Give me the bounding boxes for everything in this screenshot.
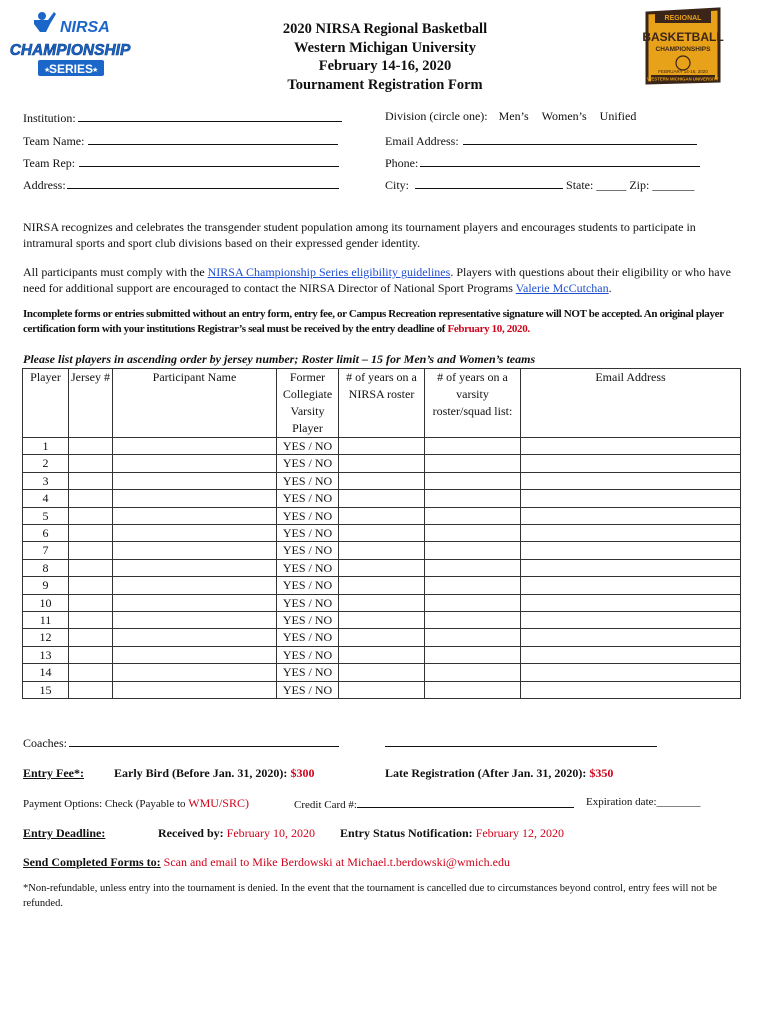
player-number: 12 bbox=[23, 629, 69, 646]
email-cell[interactable] bbox=[521, 646, 741, 663]
email-cell[interactable] bbox=[521, 542, 741, 559]
entry-status-date: February 12, 2020 bbox=[475, 826, 564, 840]
player-number: 9 bbox=[23, 577, 69, 594]
team-name-field[interactable] bbox=[23, 132, 338, 149]
team-rep-field[interactable] bbox=[23, 154, 339, 171]
roster-row bbox=[23, 455, 741, 472]
send-forms-email[interactable]: Scan and email to Mike Berdowski at Michael.t.berdowski@wmich.edu bbox=[160, 855, 510, 869]
badge-subtitle-text: CHAMPIONSHIPS bbox=[655, 46, 711, 53]
jersey-cell[interactable] bbox=[69, 542, 113, 559]
years-nirsa-cell[interactable] bbox=[339, 559, 425, 576]
email-cell[interactable] bbox=[521, 664, 741, 681]
valerie-mccutchan-link[interactable]: Valerie McCutchan bbox=[515, 280, 609, 295]
regional-basketball-badge bbox=[643, 5, 723, 87]
eligibility-text-c: . bbox=[608, 280, 612, 295]
years-varsity-cell[interactable] bbox=[425, 629, 521, 646]
years-nirsa-cell[interactable] bbox=[339, 577, 425, 594]
roster-table-wrap bbox=[22, 368, 741, 699]
years-varsity-cell[interactable] bbox=[425, 559, 521, 576]
roster-row bbox=[23, 438, 741, 455]
roster-instruction: Please list players in ascending order by jersey number; Roster limit – 15 for Men’s and Women’s teams bbox=[23, 352, 536, 366]
late-registration-text: Late Registration (After Jan. 31, 2020): bbox=[385, 766, 590, 780]
nirsa-championship-logo bbox=[9, 10, 131, 82]
years-varsity-cell[interactable] bbox=[425, 507, 521, 524]
header-title: 2020 NIRSA Regional Basketball bbox=[282, 21, 488, 37]
entry-status-notification bbox=[340, 826, 564, 841]
badge-top-text: REGIONAL bbox=[664, 15, 702, 22]
player-number: 15 bbox=[23, 681, 69, 698]
email-line[interactable] bbox=[463, 132, 697, 145]
address-field[interactable] bbox=[23, 176, 339, 193]
years-varsity-cell[interactable] bbox=[425, 455, 521, 472]
player-number: 3 bbox=[23, 472, 69, 489]
player-number: 7 bbox=[23, 542, 69, 559]
team-name-line[interactable] bbox=[88, 132, 338, 145]
payment-label: Payment Options: Check (Payable to bbox=[23, 798, 189, 810]
roster-body bbox=[23, 438, 741, 699]
years-varsity-cell[interactable] bbox=[425, 646, 521, 663]
years-varsity-cell[interactable] bbox=[425, 542, 521, 559]
coaches-label: Coaches: bbox=[23, 736, 67, 750]
former-varsity-cell[interactable]: YES / NO bbox=[277, 490, 339, 507]
early-bird-amount: $300 bbox=[290, 766, 315, 780]
jersey-cell[interactable] bbox=[69, 559, 113, 576]
roster-row bbox=[23, 472, 741, 489]
former-varsity-cell[interactable]: YES / NO bbox=[277, 629, 339, 646]
participant-name-cell[interactable] bbox=[113, 629, 277, 646]
email-label: Email Address: bbox=[385, 134, 459, 148]
entry-deadline-date: February 10, 2020. bbox=[447, 322, 530, 335]
participant-name-cell[interactable] bbox=[113, 542, 277, 559]
jersey-cell[interactable] bbox=[69, 507, 113, 524]
years-nirsa-cell[interactable] bbox=[339, 472, 425, 489]
participant-name-cell[interactable] bbox=[113, 612, 277, 629]
expiration-field[interactable]: Expiration date:________ bbox=[586, 796, 701, 808]
former-varsity-cell[interactable]: YES / NO bbox=[277, 646, 339, 663]
former-varsity-cell[interactable]: YES / NO bbox=[277, 612, 339, 629]
player-number: 5 bbox=[23, 507, 69, 524]
email-cell[interactable] bbox=[521, 559, 741, 576]
address-line[interactable] bbox=[67, 176, 339, 189]
header-years-nirsa: # of years on a NIRSA roster bbox=[339, 369, 425, 438]
email-cell[interactable] bbox=[521, 612, 741, 629]
jersey-cell[interactable] bbox=[69, 525, 113, 542]
former-varsity-cell[interactable]: YES / NO bbox=[277, 559, 339, 576]
eligibility-guidelines-link[interactable]: NIRSA Championship Series eligibility guidelines bbox=[207, 265, 451, 279]
payment-payee: WMU/SRC) bbox=[188, 796, 249, 810]
phone-line[interactable] bbox=[420, 154, 700, 167]
entry-fee-label: Entry Fee*: bbox=[23, 766, 84, 780]
jersey-cell[interactable] bbox=[69, 629, 113, 646]
email-cell[interactable] bbox=[521, 438, 741, 455]
participant-name-cell[interactable] bbox=[113, 490, 277, 507]
eligibility-text-b: . Players with questions about their eligibility or who have need for additional support are encouraged to contact the NIRSA Director of National Sport Programs bbox=[23, 265, 731, 295]
years-varsity-cell[interactable] bbox=[425, 612, 521, 629]
division-option-mens[interactable]: Men’s bbox=[498, 109, 529, 123]
roster-table bbox=[22, 368, 741, 699]
participant-name-cell[interactable] bbox=[113, 577, 277, 594]
logo-brand-text: NIRSA bbox=[60, 19, 110, 36]
former-varsity-cell[interactable]: YES / NO bbox=[277, 577, 339, 594]
payment-options bbox=[23, 796, 249, 811]
roster-row bbox=[23, 490, 741, 507]
division-option-womens[interactable]: Women’s bbox=[541, 109, 587, 123]
roster-row bbox=[23, 507, 741, 524]
former-varsity-cell[interactable]: YES / NO bbox=[277, 664, 339, 681]
former-varsity-cell[interactable]: YES / NO bbox=[277, 542, 339, 559]
email-cell[interactable] bbox=[521, 629, 741, 646]
coaches-line-1[interactable] bbox=[69, 734, 339, 747]
years-nirsa-cell[interactable] bbox=[339, 507, 425, 524]
years-varsity-cell[interactable] bbox=[425, 472, 521, 489]
received-by-date: February 10, 2020 bbox=[226, 826, 315, 840]
eligibility-text-a: All participants must comply with the bbox=[23, 265, 208, 279]
send-forms-label: Send Completed Forms to: bbox=[23, 855, 161, 869]
jersey-cell[interactable] bbox=[69, 472, 113, 489]
badge-title-text: BASKETBALL bbox=[642, 30, 724, 44]
roster-row bbox=[23, 577, 741, 594]
division-label: Division (circle one): bbox=[385, 109, 488, 123]
phone-field[interactable] bbox=[385, 154, 700, 171]
years-nirsa-cell[interactable] bbox=[339, 594, 425, 611]
years-varsity-cell[interactable] bbox=[425, 438, 521, 455]
participant-name-cell[interactable] bbox=[113, 594, 277, 611]
participant-name-cell[interactable] bbox=[113, 559, 277, 576]
years-varsity-cell[interactable] bbox=[425, 577, 521, 594]
badge-date-text: FEBRUARY 14-16, 2020 bbox=[658, 69, 708, 74]
send-forms-row bbox=[23, 855, 510, 870]
header-dates: February 14-16, 2020 bbox=[318, 58, 452, 74]
svg-text:★: ★ bbox=[92, 66, 99, 74]
participant-name-cell[interactable] bbox=[113, 438, 277, 455]
years-nirsa-cell[interactable] bbox=[339, 490, 425, 507]
jersey-cell[interactable] bbox=[69, 612, 113, 629]
years-nirsa-cell[interactable] bbox=[339, 455, 425, 472]
jersey-cell[interactable] bbox=[69, 438, 113, 455]
email-cell[interactable] bbox=[521, 472, 741, 489]
player-number: 13 bbox=[23, 646, 69, 663]
email-cell[interactable] bbox=[521, 455, 741, 472]
jersey-cell[interactable] bbox=[69, 594, 113, 611]
zip-field[interactable]: Zip: _______ bbox=[629, 178, 695, 192]
header-form-title: Tournament Registration Form bbox=[287, 76, 483, 93]
years-nirsa-cell[interactable] bbox=[339, 664, 425, 681]
email-cell[interactable] bbox=[521, 681, 741, 698]
player-number: 14 bbox=[23, 664, 69, 681]
player-number: 2 bbox=[23, 455, 69, 472]
former-varsity-cell[interactable]: YES / NO bbox=[277, 507, 339, 524]
jersey-cell[interactable] bbox=[69, 577, 113, 594]
email-cell[interactable] bbox=[521, 594, 741, 611]
years-nirsa-cell[interactable] bbox=[339, 681, 425, 698]
roster-row bbox=[23, 646, 741, 663]
years-nirsa-cell[interactable] bbox=[339, 438, 425, 455]
years-nirsa-cell[interactable] bbox=[339, 629, 425, 646]
years-nirsa-cell[interactable] bbox=[339, 542, 425, 559]
institution-label: Institution: bbox=[23, 111, 76, 125]
form-header bbox=[270, 20, 500, 94]
jersey-cell[interactable] bbox=[69, 490, 113, 507]
incomplete-forms-notice bbox=[23, 307, 748, 336]
team-rep-line[interactable] bbox=[79, 154, 339, 167]
years-nirsa-cell[interactable] bbox=[339, 646, 425, 663]
jersey-cell[interactable] bbox=[69, 455, 113, 472]
email-cell[interactable] bbox=[521, 507, 741, 524]
participant-name-cell[interactable] bbox=[113, 646, 277, 663]
address-label: Address: bbox=[23, 178, 66, 192]
division-option-unified[interactable]: Unified bbox=[599, 109, 637, 123]
institution-line[interactable] bbox=[78, 109, 342, 122]
player-number: 4 bbox=[23, 490, 69, 507]
team-name-label: Team Name: bbox=[23, 134, 85, 148]
early-bird-fee bbox=[114, 766, 314, 781]
phone-label: Phone: bbox=[385, 156, 419, 170]
email-field[interactable] bbox=[385, 132, 697, 149]
participant-name-cell[interactable] bbox=[113, 507, 277, 524]
city-state-zip-field[interactable] bbox=[385, 176, 694, 193]
years-nirsa-cell[interactable] bbox=[339, 525, 425, 542]
header-jersey: Jersey # bbox=[69, 369, 113, 438]
team-rep-label: Team Rep: bbox=[23, 156, 76, 170]
eligibility-paragraph bbox=[23, 265, 748, 296]
participant-name-cell[interactable] bbox=[113, 664, 277, 681]
credit-card-label: Credit Card #: bbox=[294, 799, 357, 811]
player-number: 1 bbox=[23, 438, 69, 455]
email-cell[interactable] bbox=[521, 525, 741, 542]
roster-row bbox=[23, 542, 741, 559]
received-by bbox=[158, 826, 315, 841]
participant-name-cell[interactable] bbox=[113, 455, 277, 472]
logo-series-text: SERIES bbox=[48, 62, 94, 76]
incomplete-forms-text: Incomplete forms or entries submitted without an entry form, entry fee, or Campus Recreation representative signature will NOT be accepted. An original player certification form with your institutions Registrar’s seal must be received by the entry deadline of bbox=[23, 308, 724, 335]
roster-row bbox=[23, 594, 741, 611]
header-email: Email Address bbox=[521, 369, 741, 438]
email-cell[interactable] bbox=[521, 490, 741, 507]
city-line[interactable] bbox=[415, 176, 563, 189]
late-registration-amount: $350 bbox=[589, 766, 614, 780]
roster-row bbox=[23, 525, 741, 542]
participant-name-cell[interactable] bbox=[113, 525, 277, 542]
years-varsity-cell[interactable] bbox=[425, 490, 521, 507]
former-varsity-cell[interactable]: YES / NO bbox=[277, 681, 339, 698]
years-varsity-cell[interactable] bbox=[425, 525, 521, 542]
credit-card-field[interactable] bbox=[294, 796, 574, 811]
former-varsity-cell[interactable]: YES / NO bbox=[277, 438, 339, 455]
years-nirsa-cell[interactable] bbox=[339, 612, 425, 629]
header-former-collegiate: Former Collegiate Varsity Player bbox=[277, 369, 339, 438]
non-refundable-footnote: *Non-refundable, unless entry into the tournament is denied. In the event that the tournament is cancelled due to circumstances beyond control, entry fees will not be refunded. bbox=[23, 883, 717, 909]
player-number: 8 bbox=[23, 559, 69, 576]
entry-status-label: Entry Status Notification: bbox=[340, 826, 476, 840]
years-varsity-cell[interactable] bbox=[425, 681, 521, 698]
former-varsity-cell[interactable]: YES / NO bbox=[277, 455, 339, 472]
player-number: 10 bbox=[23, 594, 69, 611]
logo-championship-text: CHAMPIONSHIP bbox=[9, 42, 131, 59]
former-varsity-cell[interactable]: YES / NO bbox=[277, 594, 339, 611]
late-registration-fee bbox=[385, 766, 613, 781]
entry-fee-row bbox=[23, 766, 84, 781]
header-years-varsity: # of years on a varsity roster/squad list: bbox=[425, 369, 521, 438]
player-number: 6 bbox=[23, 525, 69, 542]
participant-name-cell[interactable] bbox=[113, 472, 277, 489]
division-field[interactable] bbox=[385, 109, 636, 124]
institution-field[interactable] bbox=[23, 109, 342, 126]
received-by-label: Received by: bbox=[158, 826, 227, 840]
header-participant-name: Participant Name bbox=[113, 369, 277, 438]
coaches-line-2[interactable] bbox=[385, 734, 657, 747]
badge-host-text: WESTERN MICHIGAN UNIVERSITY bbox=[647, 76, 719, 82]
coaches-field[interactable] bbox=[23, 734, 339, 751]
entry-deadline-label: Entry Deadline: bbox=[23, 826, 106, 840]
early-bird-text: Early Bird (Before Jan. 31, 2020): bbox=[114, 766, 291, 780]
roster-row bbox=[23, 629, 741, 646]
svg-text:★: ★ bbox=[44, 66, 51, 74]
roster-row bbox=[23, 559, 741, 576]
years-varsity-cell[interactable] bbox=[425, 664, 521, 681]
jersey-cell[interactable] bbox=[69, 646, 113, 663]
email-cell[interactable] bbox=[521, 577, 741, 594]
jersey-cell[interactable] bbox=[69, 681, 113, 698]
years-varsity-cell[interactable] bbox=[425, 594, 521, 611]
player-number: 11 bbox=[23, 612, 69, 629]
former-varsity-cell[interactable]: YES / NO bbox=[277, 472, 339, 489]
former-varsity-cell[interactable]: YES / NO bbox=[277, 525, 339, 542]
participant-name-cell[interactable] bbox=[113, 681, 277, 698]
credit-card-line[interactable] bbox=[357, 796, 574, 808]
transgender-policy-paragraph: NIRSA recognizes and celebrates the transgender student population among its tournament players and encourages students to participate in intramural sports and sport club divisions based on their expressed gender identity. bbox=[23, 220, 696, 250]
roster-row bbox=[23, 664, 741, 681]
roster-row bbox=[23, 612, 741, 629]
state-field[interactable]: State: _____ bbox=[566, 178, 627, 192]
jersey-cell[interactable] bbox=[69, 664, 113, 681]
header-host: Western Michigan University bbox=[293, 39, 477, 56]
city-label: City: bbox=[385, 178, 410, 192]
header-player: Player bbox=[23, 369, 69, 438]
roster-row bbox=[23, 681, 741, 698]
